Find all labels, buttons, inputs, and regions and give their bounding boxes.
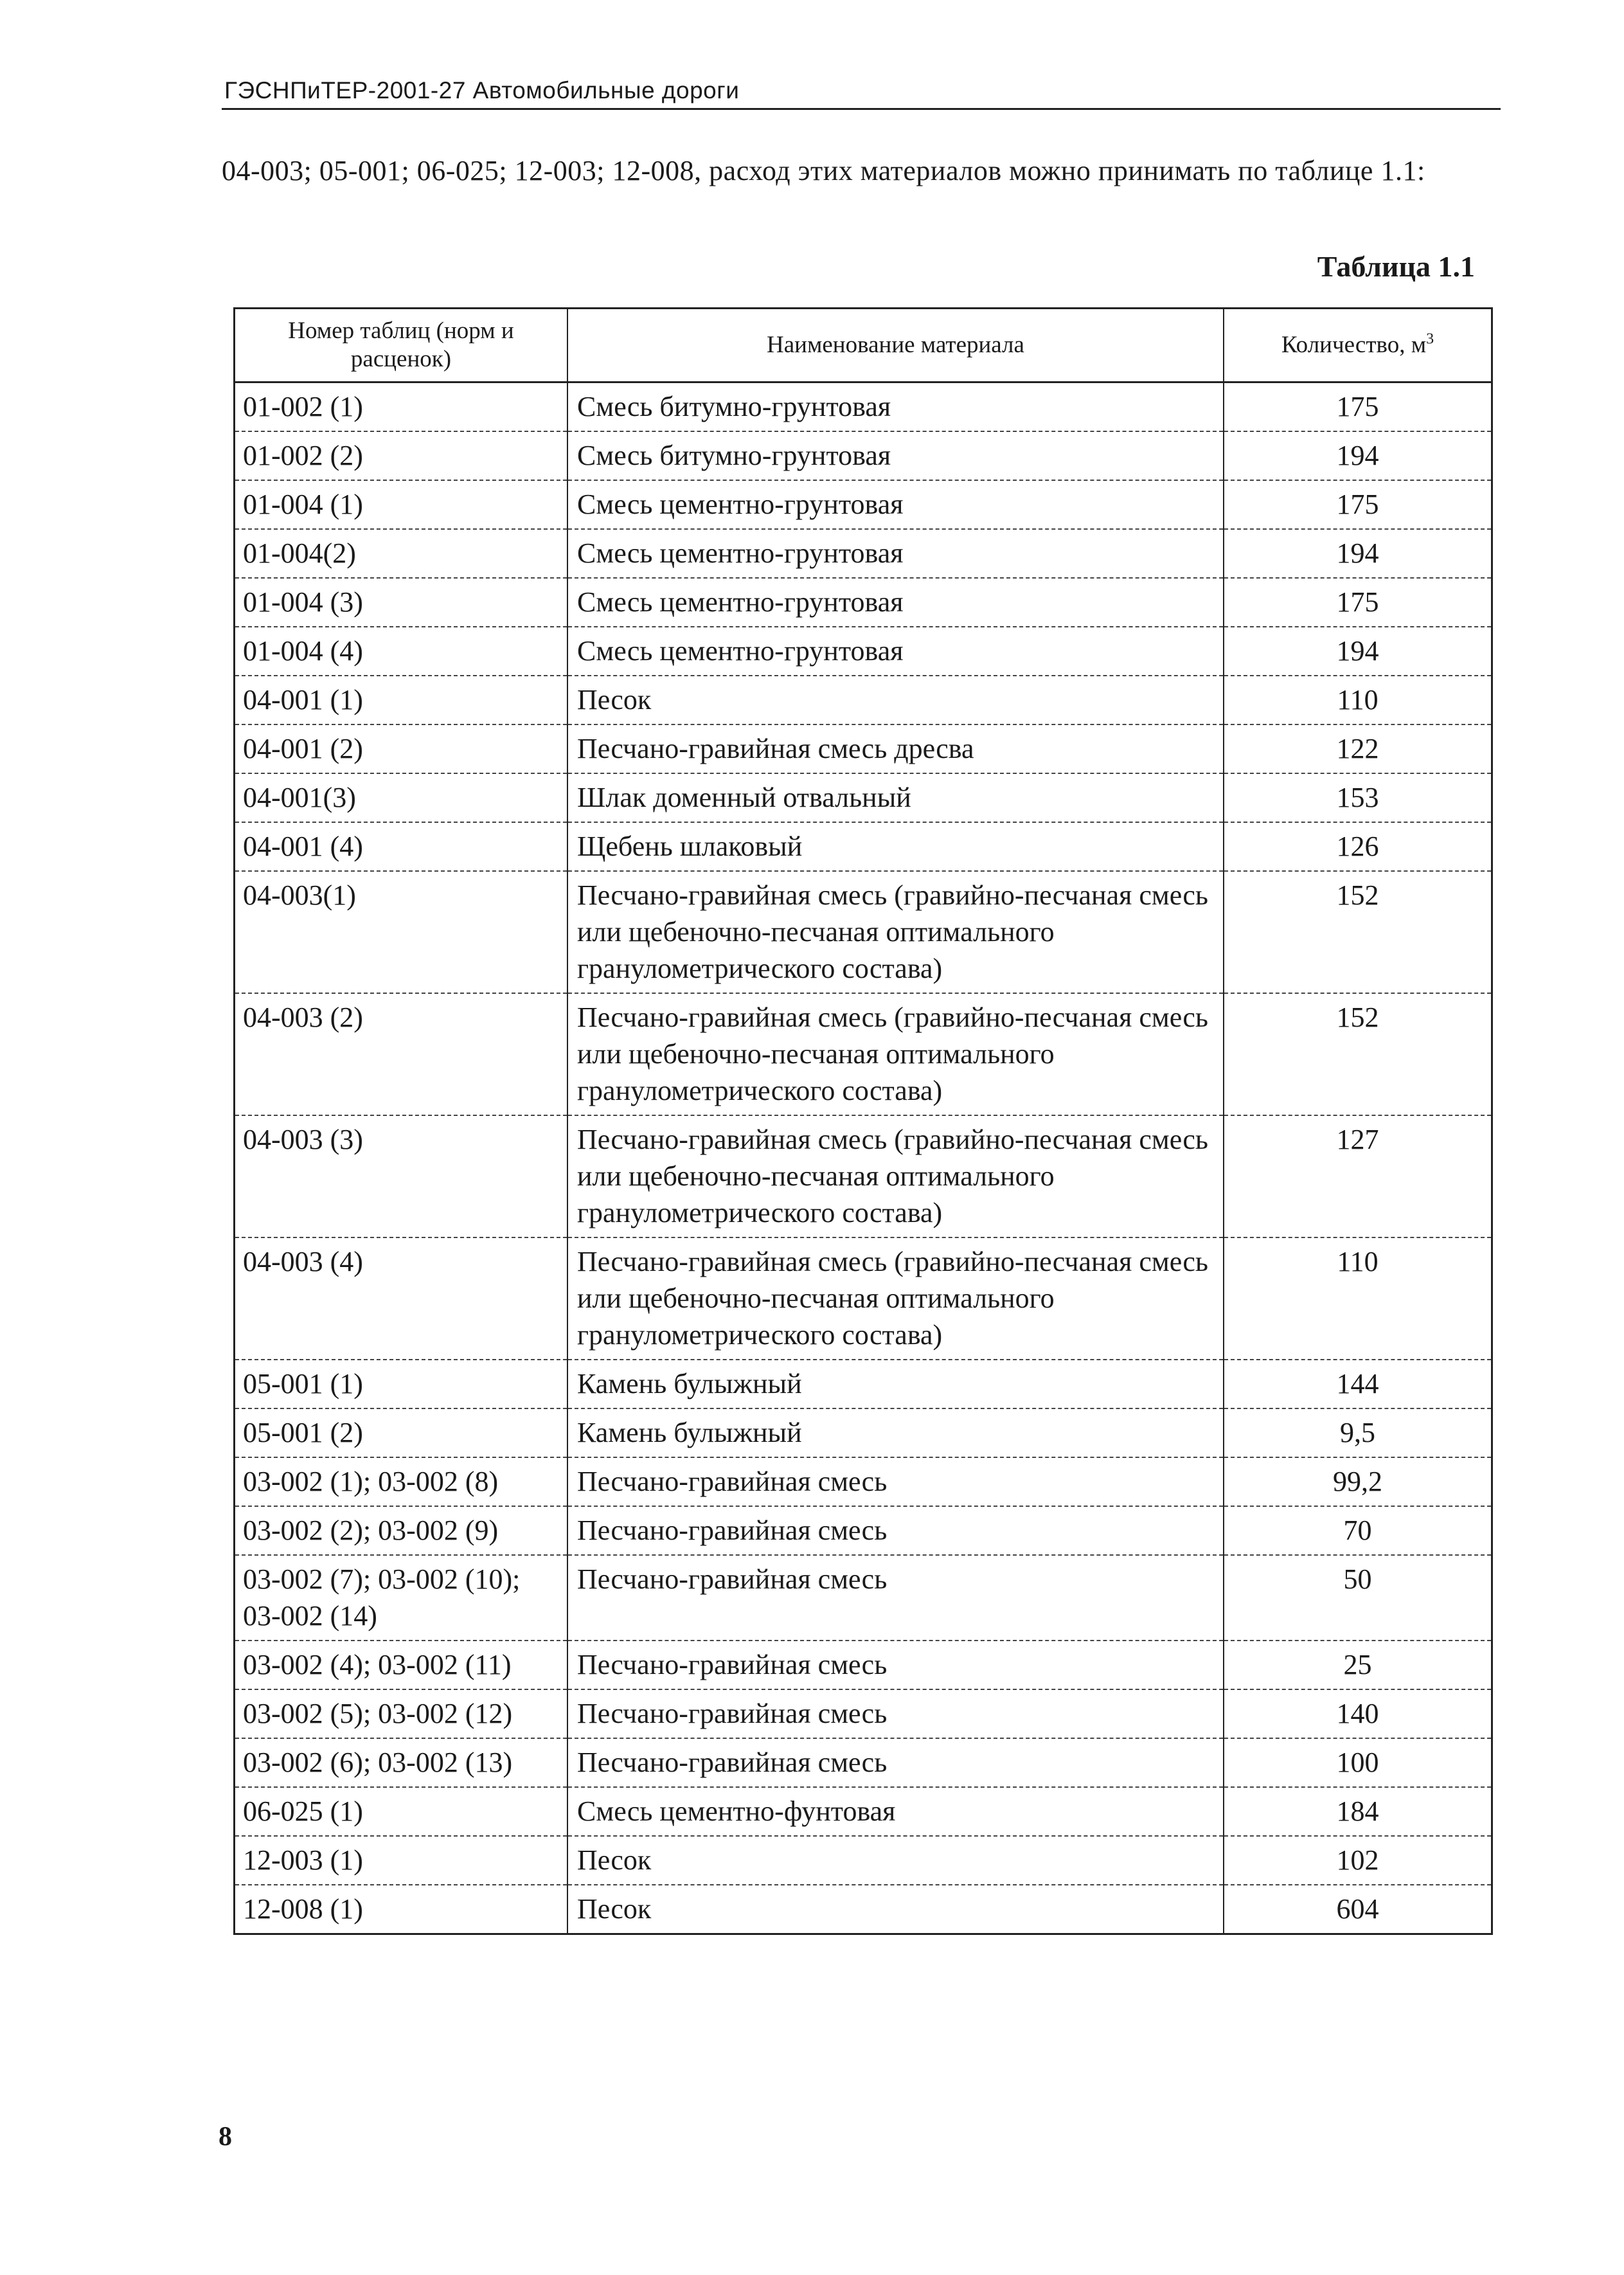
cell-table-number: 04-003 (3) [235,1115,567,1237]
cell-material: Смесь цементно-грунтовая [567,480,1224,529]
table-row [235,676,1491,724]
header-quantity [1224,309,1491,382]
cell-table-number: 04-001 (4) [235,822,567,871]
page-number: 8 [219,2122,232,2152]
cell-table-number: 03-002 (6); 03-002 (13) [235,1738,567,1787]
cell-material: Смесь цементно-грунтовая [567,627,1224,676]
cell-quantity: 127 [1224,1115,1491,1237]
cell-quantity: 194 [1224,431,1491,480]
header-table-number [235,309,567,382]
cell-material: Песок [567,1836,1224,1885]
header-material-name [567,309,1224,382]
cell-material: Смесь битумно-грунтовая [567,382,1224,432]
cell-material: Смесь цементно-фунтовая [567,1787,1224,1836]
header-title: ГЭСНПиТЕР-2001-27 Автомобильные дороги [224,77,740,103]
cell-table-number: 04-003 (4) [235,1237,567,1360]
cell-quantity: 140 [1224,1689,1491,1738]
cell-quantity: 9,5 [1224,1408,1491,1457]
cell-table-number: 01-004 (3) [235,578,567,627]
cell-quantity: 144 [1224,1360,1491,1408]
cell-table-number: 01-004 (1) [235,480,567,529]
cell-material: Щебень шлаковый [567,822,1224,871]
intro-paragraph: 04-003; 05-001; 06-025; 12-003; 12-008, расход этих материалов можно принимать по таблице 1.1: [222,155,1425,186]
table-row [235,1237,1491,1360]
cell-quantity: 50 [1224,1555,1491,1641]
materials-table [233,307,1493,1935]
cell-quantity: 152 [1224,993,1491,1115]
cell-table-number: 03-002 (5); 03-002 (12) [235,1689,567,1738]
cell-material: Песчано-гравийная смесь [567,1641,1224,1689]
table-row [235,1115,1491,1237]
table-caption: Таблица 1.1 [1317,250,1475,283]
cell-material: Песчано-гравийная смесь (гравийно-песчаная смесь или щебеночно-песчаная оптимального гранулометрического состава) [567,1237,1224,1360]
table-header-row [235,309,1491,382]
cell-quantity: 70 [1224,1506,1491,1555]
table-row [235,627,1491,676]
cell-quantity: 153 [1224,773,1491,822]
cell-material: Песчано-гравийная смесь [567,1689,1224,1738]
table-row [235,1836,1491,1885]
cell-material: Песчано-гравийная смесь (гравийно-песчаная смесь или щебеночно-песчаная оптимального гранулометрического состава) [567,993,1224,1115]
cell-material: Смесь битумно-грунтовая [567,431,1224,480]
cell-table-number: 03-002 (7); 03-002 (10); 03-002 (14) [235,1555,567,1641]
cell-quantity: 604 [1224,1885,1491,1933]
table-row [235,1408,1491,1457]
table-row [235,1360,1491,1408]
cell-table-number: 12-003 (1) [235,1836,567,1885]
cell-material: Песчано-гравийная смесь [567,1738,1224,1787]
table-row [235,431,1491,480]
table-row [235,1738,1491,1787]
cell-quantity: 110 [1224,1237,1491,1360]
cell-table-number: 05-001 (2) [235,1408,567,1457]
cell-material: Смесь цементно-грунтовая [567,578,1224,627]
cell-table-number: 03-002 (1); 03-002 (8) [235,1457,567,1506]
table-row [235,1689,1491,1738]
table-row [235,1457,1491,1506]
table-row [235,993,1491,1115]
cell-quantity: 102 [1224,1836,1491,1885]
cell-quantity: 194 [1224,627,1491,676]
running-header [222,76,1501,110]
cell-table-number: 01-004 (4) [235,627,567,676]
header-material-name-label: Наименование материала [767,332,1024,358]
table-row [235,1555,1491,1641]
table-row [235,382,1491,432]
cell-material: Песчано-гравийная смесь (гравийно-песчаная смесь или щебеночно-песчаная оптимального гранулометрического состава) [567,1115,1224,1237]
cell-material: Песчано-гравийная смесь (гравийно-песчаная смесь или щебеночно-песчаная оптимального гранулометрического состава) [567,871,1224,993]
cell-material: Песок [567,676,1224,724]
table-row [235,578,1491,627]
cell-material: Смесь цементно-грунтовая [567,529,1224,578]
cell-material: Песок [567,1885,1224,1933]
cell-table-number: 04-001 (1) [235,676,567,724]
cell-material: Камень булыжный [567,1408,1224,1457]
table-row [235,1885,1491,1933]
table-row [235,1787,1491,1836]
cell-quantity: 175 [1224,480,1491,529]
cell-material: Песчано-гравийная смесь [567,1506,1224,1555]
table-row [235,1506,1491,1555]
cell-quantity: 175 [1224,382,1491,432]
header-table-number-label: Номер таблиц (норм и расценок) [288,318,514,372]
table-row [235,773,1491,822]
cell-quantity: 110 [1224,676,1491,724]
cell-table-number: 12-008 (1) [243,1893,363,1925]
cell-table-number: 04-001 (2) [235,724,567,773]
cell-table-number: 04-003 (2) [235,993,567,1115]
cell-quantity: 99,2 [1224,1457,1491,1506]
header-quantity-label: Количество, м [1281,332,1427,358]
table-row [235,871,1491,993]
cell-material: Песчано-гравийная смесь [567,1457,1224,1506]
cell-material: Песчано-гравийная смесь дресва [567,724,1224,773]
cell-quantity: 175 [1224,578,1491,627]
cell-quantity: 100 [1224,1738,1491,1787]
cell-table-number: 05-001 (1) [235,1360,567,1408]
table-row [235,1641,1491,1689]
materials-table-grid [235,309,1491,1933]
cell-material: Шлак доменный отвальный [567,773,1224,822]
cell-quantity: 25 [1224,1641,1491,1689]
header-quantity-unit-exponent: 3 [1426,330,1434,348]
cell-quantity: 126 [1224,822,1491,871]
cell-table-number: 01-002 (1) [235,382,567,432]
cell-table-number: 01-004(2) [235,529,567,578]
cell-quantity: 122 [1224,724,1491,773]
cell-table-number: 01-002 (2) [235,431,567,480]
cell-quantity: 194 [1224,529,1491,578]
cell-table-number: 03-002 (2); 03-002 (9) [235,1506,567,1555]
cell-table-number: 04-001(3) [235,773,567,822]
cell-quantity: 184 [1224,1787,1491,1836]
table-body [235,382,1491,1934]
table-row [235,724,1491,773]
table-row [235,529,1491,578]
cell-material: Песчано-гравийная смесь [567,1555,1224,1641]
table-row [235,822,1491,871]
cell-material: Камень булыжный [567,1360,1224,1408]
cell-table-number: 04-003(1) [235,871,567,993]
cell-table-number: 06-025 (1) [235,1787,567,1836]
cell-table-number: 03-002 (4); 03-002 (11) [235,1641,567,1689]
table-row [235,480,1491,529]
cell-quantity: 152 [1224,871,1491,993]
